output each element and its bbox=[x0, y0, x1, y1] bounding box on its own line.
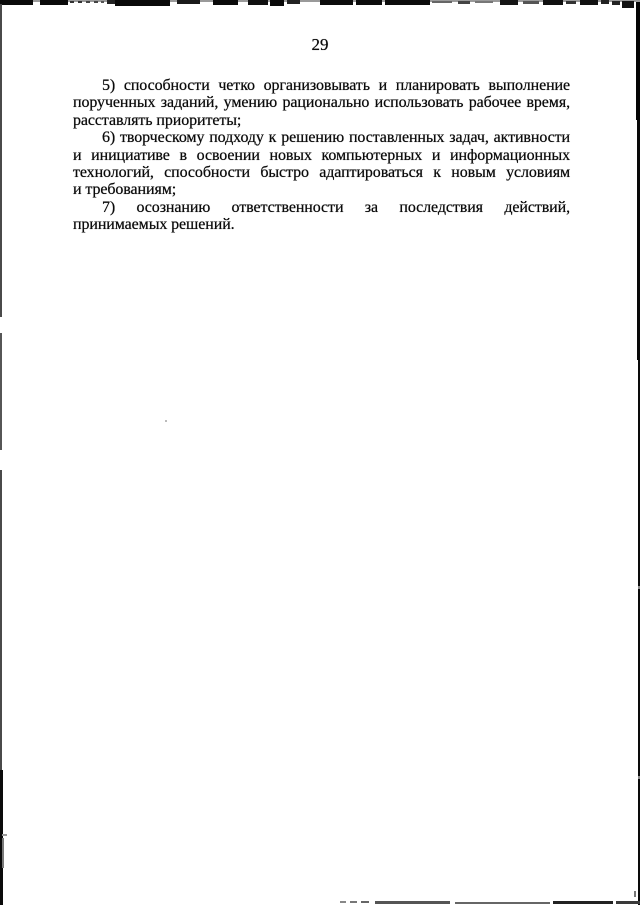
text-line: принимаемых решений. bbox=[73, 216, 235, 234]
text-line: расставлять приоритеты; bbox=[73, 111, 242, 129]
text-line: 7) осознанию ответственности за последствия действий, bbox=[102, 198, 570, 216]
text-line: 6) творческому подходу к решению поставленных задач, активности bbox=[102, 129, 570, 147]
page-number: 29 bbox=[311, 35, 329, 54]
text-line: 5) способности четко организовывать и планировать выполнение bbox=[102, 77, 570, 94]
document-text-block bbox=[73, 77, 570, 234]
text-line: технологий, способности быстро адаптироваться к новым условиям bbox=[73, 163, 570, 181]
text-line: порученных заданий, умению рационально использовать рабочее время, bbox=[73, 94, 570, 112]
text-line: и инициативе в освоении новых компьютерных и информационных bbox=[73, 146, 570, 164]
text-line: и требованиям; bbox=[73, 181, 177, 199]
